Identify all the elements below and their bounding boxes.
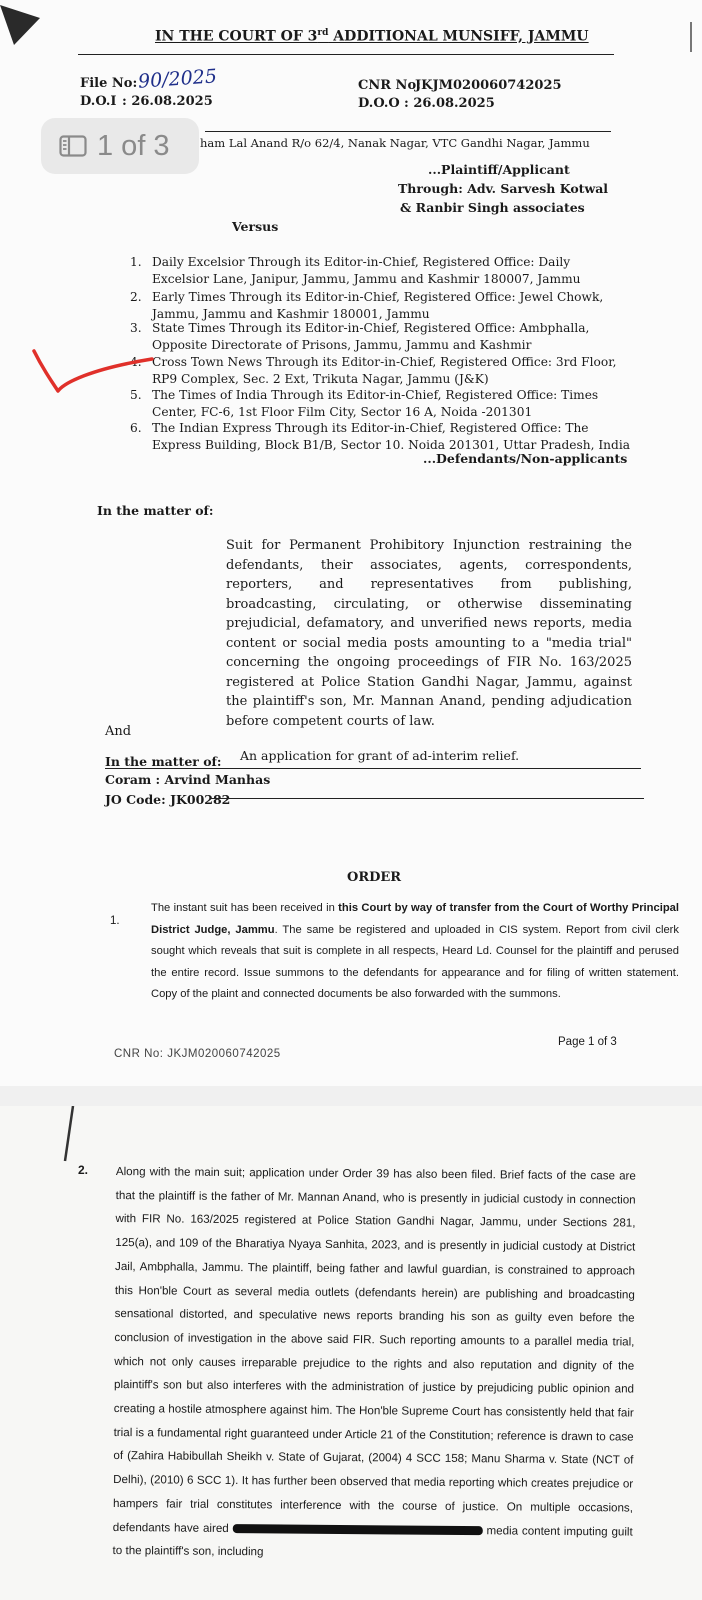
defendant-item: 4. Cross Town News Through its Editor-in-Chief, Registered Office: 3rd Floor, RP9 Complex, Sec. 2 Ext, Trikuta Nagar, Jammu (J&K) <box>130 355 617 386</box>
defendant-item: 3. State Times Through its Editor-in-Chief, Registered Office: Ambphalla, Opposite Directorate of Prisons, Jammu, Jammu and Kashmir <box>130 321 590 352</box>
doo-label: D.O.O <box>358 96 400 111</box>
matter-rule <box>105 768 641 769</box>
defendant-item: 1. Daily Excelsior Through its Editor-in-Chief, Registered Office: Daily Excelsior Lane, Janipur, Jammu, Jammu and Kashmir 180007, Jammu <box>130 255 581 286</box>
red-checkmark-annotation <box>30 345 160 405</box>
page2-para-2: Along with the main suit; application under Order 39 has also been filed. Brief facts of the case are that the plaintiff is the father of Mr. Mannan Anand, who is presently in judicial custody in connection with FIR No. 163/2025 registered at Police Station Gandhi Nagar, Jammu, under Sections 281, 125(a), and 109 of the Bharatiya Nyaya Sanhita, 2023, and is presently in judicial custody at District Jail, Ambphalla, Jammu. The plaintiff, being father and lawful guardian, is constrained to approach this Hon'ble Court as several media outlets (defendants herein) are publishing and broadcasting sensational distorted, and speculative news reports branding his son as guilty even before the conclusion of investigation in the above said FIR. Such reporting amounts to a parallel media trial, which not only causes irreparable prejudice to the rights and also reputation and dignity of the plaintiff's son but also interferes with the administration of justice by prejudicing public opinion and creating a hostile atmosphere against him. The Hon'ble Supreme Court has consistently held that fair trial is a fundamental right guaranteed under Article 21 of the Constitution; reference is drawn to case of (Zahira Habibullah Sheikh v. State of Gujarat, (2004) 4 SCC 158; Manu Sharma v. State (NCT of Delhi), (2010) 6 SCC 1). It has further been observed that media reporting which creates prejudice or hampers fair trial constitutes interference with the course of justice. On multiple occasions, defendants have aired media content imputing guilt to the plaintiff's son, including <box>112 1164 636 1559</box>
through-line-2: & Ranbir Singh associates <box>400 200 585 215</box>
header-rule <box>78 54 614 55</box>
defendant-item: 2. Early Times Through its Editor-in-Chief, Registered Office: Jewel Chowk, Jammu, Jammu and Kashmir 180001, Jammu <box>130 290 604 321</box>
matter-text-2: An application for grant of ad-interim relief. <box>240 748 520 763</box>
doi-label: D.O.I <box>80 94 117 109</box>
jo-code-line: JO Code: JK00282 <box>105 792 231 807</box>
page-edge-right <box>690 22 702 52</box>
file-no-handwritten: 90/2025 <box>137 65 218 93</box>
plaintiff-rule <box>205 131 611 132</box>
plaintiff-line: ham Lal Anand R/o 62/4, Nanak Nagar, VTC Gandhi Nagar, Jammu <box>200 136 590 150</box>
order-para-1-num: 1. <box>110 915 120 927</box>
file-no-label: File No: <box>80 76 138 91</box>
versus-label: Versus <box>232 219 279 234</box>
page-indicator-text: 1 of 3 <box>97 129 170 162</box>
matter-label: In the matter of: <box>97 503 214 518</box>
cnr-label: CNR No: <box>358 78 421 93</box>
matter-label-2: In the matter of: <box>105 754 222 769</box>
through-line-1: Through: Adv. Sarvesh Kotwal <box>398 181 609 196</box>
matter-text: Suit for Permanent Prohibitory Injunction restraining the defendants, their associates, agents, correspondents, reporters, and representatives from publishing, broadcasting, circulating, or otherwise disseminating prejudicial, defamatory, and unverified news reports, media content or social media posts amounting to a "media trial" concerning the ongoing proceedings of FIR No. 163/2025 registered at Police Station Gandhi Nagar, Jammu, against the plaintiff's son, Mr. Mannan Anand, pending adjudication before competent courts of law. <box>226 538 632 729</box>
page-gap <box>0 1086 702 1106</box>
doo-value: : 26.08.2025 <box>404 96 495 111</box>
defendant-item: 5. The Times of India Through its Editor-in-Chief, Registered Office: Times Center, FC-6, 1st Floor Film City, Sector 16 A, Noida -201301 <box>130 388 599 419</box>
footer-cnr: CNR No: JKJM020060742025 <box>114 1048 281 1060</box>
page-number-footer: Page 1 of 3 <box>558 1036 617 1048</box>
order-para-1: The instant suit has been received in this Court by way of transfer from the Court of Worthy Principal District Judge, Jammu. The same be registered and uploaded in CIS system. Report from civil clerk sought which reveals that suit is complete in all respects, Heard Ld. Counsel for the plaintiff and perused the entire record. Issue summons to the defendants for appearance and for filing of written statement. Copy of the plaint and connected documents be also forwarded with the summons. <box>151 902 679 1000</box>
corner-mark-top-left <box>0 0 60 50</box>
sidebar-panel-icon <box>59 135 87 157</box>
court-title: IN THE COURT OF 3rd ADDITIONAL MUNSIFF, JAMMU <box>155 28 589 45</box>
plaintiff-role: ...Plaintiff/Applicant <box>428 162 570 177</box>
doi-value: : 26.08.2025 <box>122 94 213 109</box>
cnr-value: JKJM020060742025 <box>415 78 562 93</box>
coram-line: Coram : Arvind Manhas <box>105 772 271 787</box>
coram-rule <box>210 798 644 799</box>
order-title: ORDER <box>347 870 402 885</box>
defendant-item: 6. The Indian Express Through its Editor-in-Chief, Registered Office: The Express Building, Block B1/B, Sector 10. Noida 201301, Uttar Pradesh, India <box>130 421 631 452</box>
defendants-role: ...Defendants/Non-applicants <box>423 451 628 466</box>
corner-mark-page-2 <box>55 1106 85 1166</box>
and-label: And <box>105 724 132 739</box>
redaction-bar <box>233 1524 483 1535</box>
page-indicator-badge[interactable] <box>41 118 199 174</box>
page2-para-num: 2. <box>78 1163 89 1177</box>
